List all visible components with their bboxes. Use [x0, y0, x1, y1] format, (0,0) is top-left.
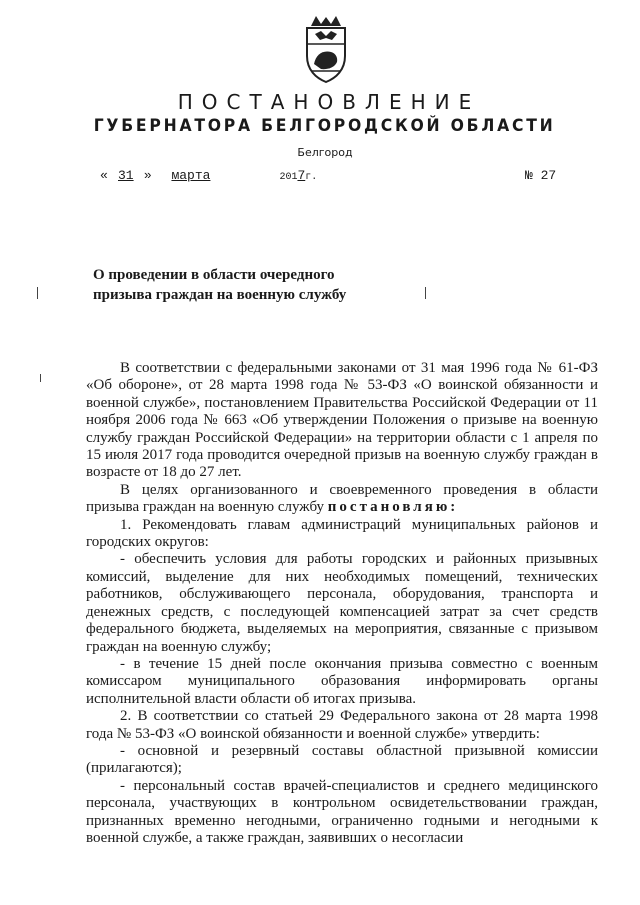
document-number [525, 168, 556, 183]
document-body [86, 360, 598, 847]
topic-line-2: призыва граждан на военную службу [93, 287, 347, 303]
date-open-quote: « [100, 168, 108, 183]
date-year-abbr: г. [305, 172, 318, 183]
body-text-span: В целях организованного и своевременного проведения в области призыва граждан на военную службу [86, 481, 598, 516]
margin-mark [40, 374, 41, 382]
number-sign: № [525, 168, 533, 183]
margin-mark [37, 287, 38, 299]
date-close-quote: » [143, 168, 152, 183]
document-topic [93, 265, 393, 305]
body-paragraph: - обеспечить условия для работы городских и районных призывных комиссий, выделение для них необходимых помещений, технических работников, обслуживающего персонала, оборудования, транспорта и денежных средств, с последующей компенсацией затрат за счет средств федерального бюджета, выделяемых на мероприятия, связанные с призывом граждан на военную службу; [86, 551, 598, 655]
body-paragraph: - в течение 15 дней после окончания призыва совместно с военным комиссаром муниципального образования информировать органы исполнительной власти области об итогах призыва. [86, 655, 598, 707]
body-paragraph: В соответствии с федеральными законами от 31 мая 1996 года № 61-ФЗ «Об обороне», от 28 марта 1998 года № 53-ФЗ «О воинской обязанности и военной службе», постановлением Правительства Российской Федерации от 11 ноября 2006 года № 663 «Об утверждении Положения о призыве на военную службу граждан Российской Федерации» на территории области с 1 апреля по 15 июля 2017 года проводится очередной призыв на военную службу граждан в возрасте от 18 до 27 лет. [86, 360, 598, 481]
number-value: 27 [540, 168, 557, 183]
body-paragraph: 2. В соответствии со статьей 29 Федерального закона от 28 марта 1998 года № 53-ФЗ «О воинской обязанности и военной службе» утвердить: [86, 708, 598, 742]
date-year-suffix: 7 [297, 168, 306, 183]
body-paragraph [86, 482, 598, 517]
date-day: 31 [118, 168, 134, 183]
date-month: марта [171, 168, 211, 183]
margin-mark [425, 287, 426, 299]
coat-of-arms-emblem [301, 14, 351, 84]
date-year-prefix: 201 [279, 172, 298, 183]
document-title: ПОСТАНОВЛЕНИЕ [177, 90, 481, 114]
document-subtitle: ГУБЕРНАТОРА БЕЛГОРОДСКОЙ ОБЛАСТИ [93, 116, 556, 136]
document-date [100, 168, 317, 183]
document-city: Белгород [297, 146, 353, 159]
body-paragraph: 1. Рекомендовать главам администраций муниципальных районов и городских округов: [86, 516, 598, 551]
topic-line-1: О проведении в области очередного [93, 267, 335, 283]
body-paragraph: - основной и резервный составы областной призывной комиссии (прилагаются); [86, 742, 598, 777]
body-paragraph: - персональный состав врачей-специалистов и среднего медицинского персонала, участвующих в контрольном освидетельствовании граждан, признанных временно негодными, ограниченно годными и негодными к военной службе, а также граждан, заявивших о несогласии [86, 777, 598, 846]
keyword-decree: постановляю: [327, 499, 459, 516]
